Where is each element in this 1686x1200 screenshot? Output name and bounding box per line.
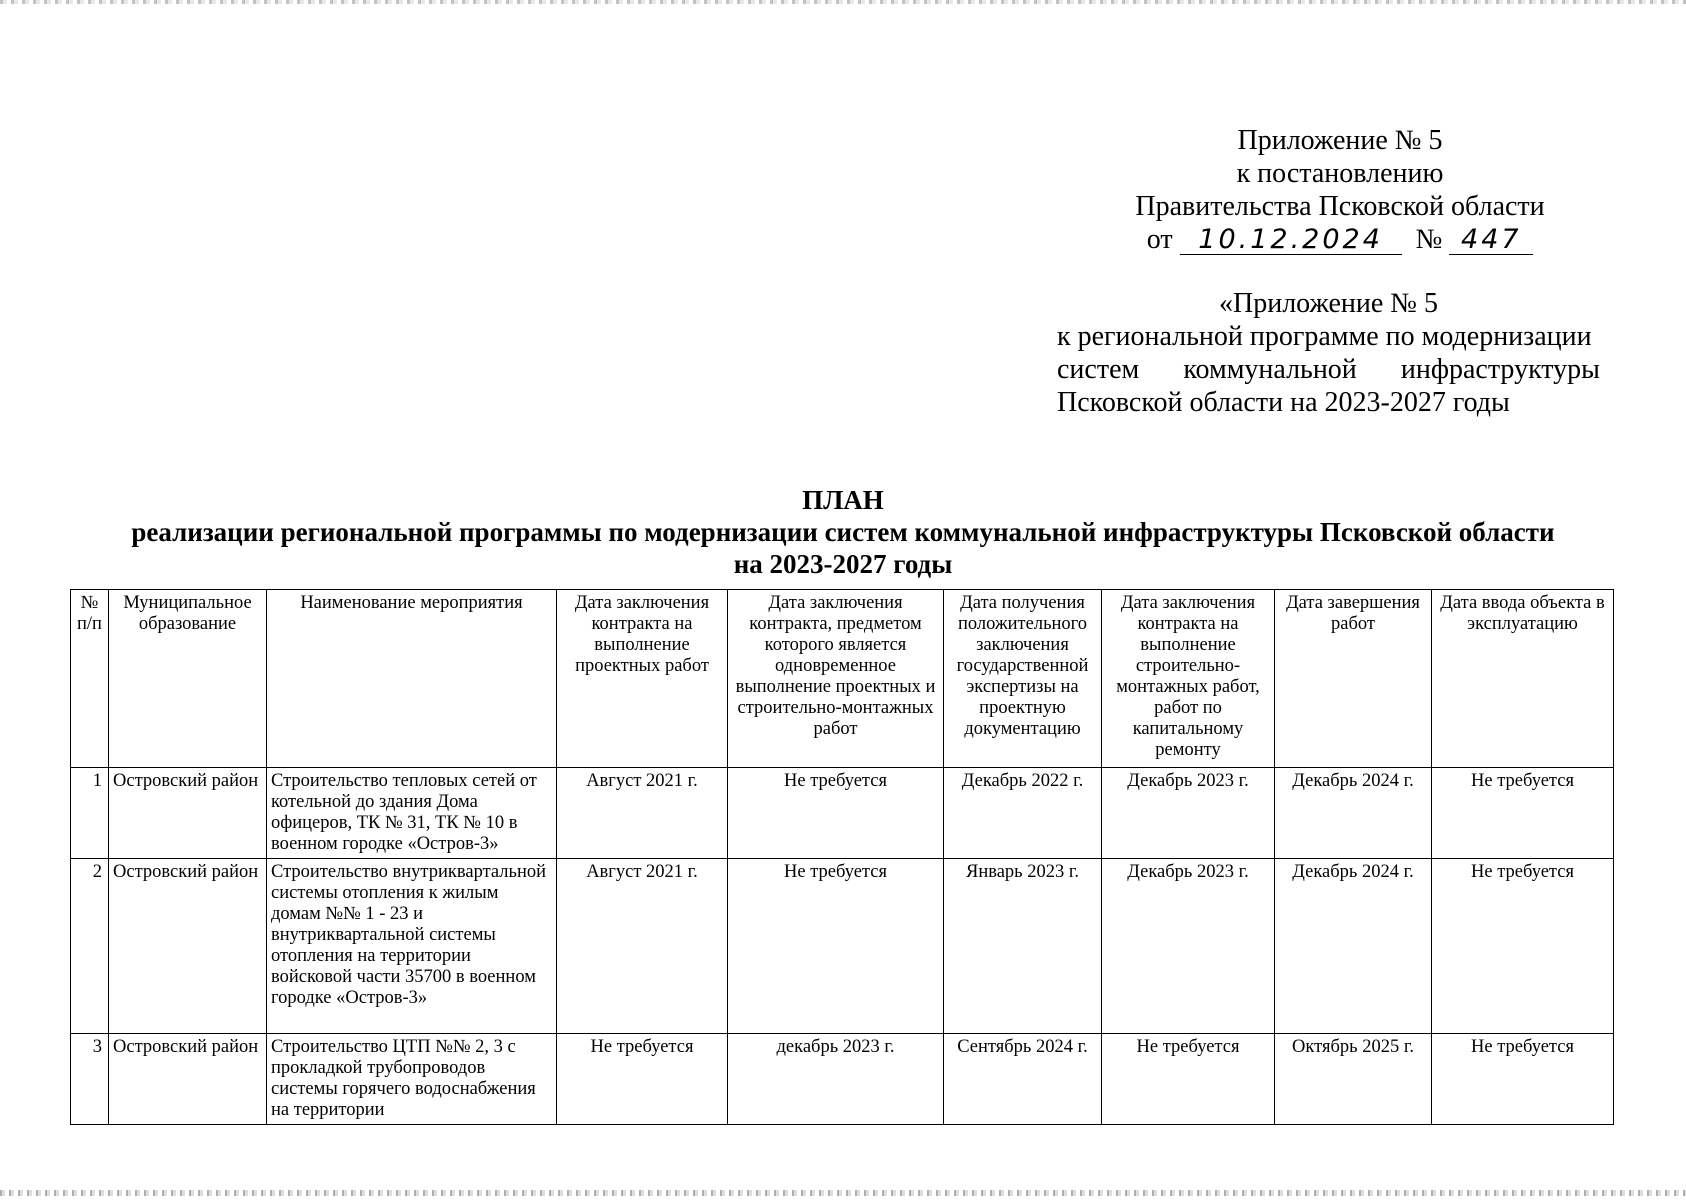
program-ref-line-4: Псковской области на 2023-2027 годы [1057, 387, 1510, 418]
cell-completion: Декабрь 2024 г. [1275, 768, 1432, 859]
cell-construction-contract: Декабрь 2023 г. [1102, 768, 1275, 859]
header-cell-completion: Дата завершения работ [1275, 590, 1432, 768]
program-reference-block [1057, 287, 1600, 419]
approval-line-1: Приложение № 5 [1237, 125, 1443, 156]
cell-commissioning: Не требуется [1432, 1034, 1614, 1125]
header-cell-expertise: Дата получения положительного заключения государственной экспертизы на проектную документацию [944, 590, 1102, 768]
title-line-2: реализации региональной программы по модернизации систем коммунальной инфраструктуры Псковской области [131, 517, 1555, 547]
cell-municipality: Островский район [109, 1034, 267, 1125]
from-label: от [1146, 224, 1173, 255]
plan-table [70, 589, 1614, 1125]
program-ref-line-3 [1057, 353, 1600, 386]
cell-completion: Декабрь 2024 г. [1275, 859, 1432, 1034]
title-line-3: на 2023-2027 годы [733, 549, 953, 579]
approval-line-3: Правительства Псковской области [1135, 191, 1545, 222]
table-header-row [71, 590, 1614, 768]
cell-num: 3 [71, 1034, 109, 1125]
header-cell-design-contract: Дата заключения контракта на выполнение проектных работ [557, 590, 728, 768]
approval-block [1090, 124, 1590, 256]
cell-municipality: Островский район [109, 859, 267, 1034]
cell-design-contract: Август 2021 г. [557, 768, 728, 859]
cell-num: 1 [71, 768, 109, 859]
cell-event: Строительство тепловых сетей от котельной до здания Дома офицеров, ТК № 31, ТК № 10 в военном городке «Остров-3» [267, 768, 557, 859]
cell-construction-contract: Не требуется [1102, 1034, 1275, 1125]
cell-combined-contract: декабрь 2023 г. [728, 1034, 944, 1125]
program-ref-line-2: к региональной программе по модернизации [1057, 321, 1592, 352]
cell-completion: Октябрь 2025 г. [1275, 1034, 1432, 1125]
header-cell-construction-contract: Дата заключения контракта на выполнение строительно-монтажных работ, работ по капитальному ремонту [1102, 590, 1275, 768]
program-ref-word: инфраструктуры [1400, 354, 1600, 385]
handwritten-date: 10.12.2024 [1180, 226, 1402, 255]
header-cell-combined-contract: Дата заключения контракта, предметом которого является одновременное выполнение проектных и строительно-монтажных работ [728, 590, 944, 768]
scan-edge-bottom [0, 1190, 1686, 1196]
document-title [70, 484, 1616, 580]
number-label: № [1415, 224, 1443, 255]
header-cell-num: № п/п [71, 590, 109, 768]
table-row [71, 1034, 1614, 1125]
header-cell-municipality: Муниципальное образование [109, 590, 267, 768]
table-row [71, 859, 1614, 1034]
cell-expertise: Сентябрь 2024 г. [944, 1034, 1102, 1125]
header-cell-event: Наименование мероприятия [267, 590, 557, 768]
scan-edge-top [0, 0, 1686, 4]
cell-event: Строительство внутриквартальной системы отопления к жилым домам №№ 1 - 23 и внутриквартальной системы отопления на территории войсковой части 35700 в военном городке «Остров-3» [267, 859, 557, 1034]
cell-expertise: Январь 2023 г. [944, 859, 1102, 1034]
program-ref-word: систем [1057, 354, 1140, 385]
header-cell-commissioning: Дата ввода объекта в эксплуатацию [1432, 590, 1614, 768]
handwritten-number: 447 [1449, 226, 1533, 255]
cell-combined-contract: Не требуется [728, 768, 944, 859]
cell-num: 2 [71, 859, 109, 1034]
title-line-1: ПЛАН [802, 485, 884, 515]
approval-line-2: к постановлению [1236, 158, 1444, 189]
cell-design-contract: Август 2021 г. [557, 859, 728, 1034]
cell-expertise: Декабрь 2022 г. [944, 768, 1102, 859]
cell-commissioning: Не требуется [1432, 768, 1614, 859]
table-row [71, 768, 1614, 859]
program-ref-line-1: «Приложение № 5 [1219, 288, 1438, 319]
cell-construction-contract: Декабрь 2023 г. [1102, 859, 1275, 1034]
cell-event: Строительство ЦТП №№ 2, 3 с прокладкой трубопроводов системы горячего водоснабжения на территории [267, 1034, 557, 1125]
cell-commissioning: Не требуется [1432, 859, 1614, 1034]
cell-design-contract: Не требуется [557, 1034, 728, 1125]
approval-date-row [1090, 223, 1590, 256]
program-ref-word: коммунальной [1183, 354, 1357, 385]
cell-municipality: Островский район [109, 768, 267, 859]
cell-combined-contract: Не требуется [728, 859, 944, 1034]
